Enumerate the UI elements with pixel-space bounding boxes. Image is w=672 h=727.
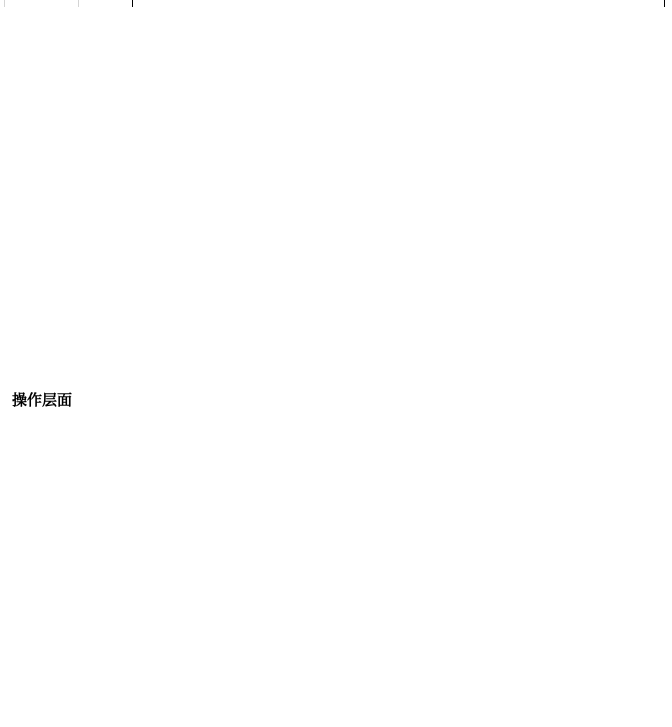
group-cell-operation-level[interactable]: 操作层面 bbox=[11, 391, 72, 409]
table-body bbox=[0, 0, 672, 7]
clipped-cell bbox=[79, 0, 133, 7]
clipped-cell bbox=[133, 0, 665, 7]
clipped-cell bbox=[5, 0, 79, 7]
clipped-bottom-row bbox=[0, 0, 672, 7]
clipped-cell bbox=[665, 0, 672, 7]
